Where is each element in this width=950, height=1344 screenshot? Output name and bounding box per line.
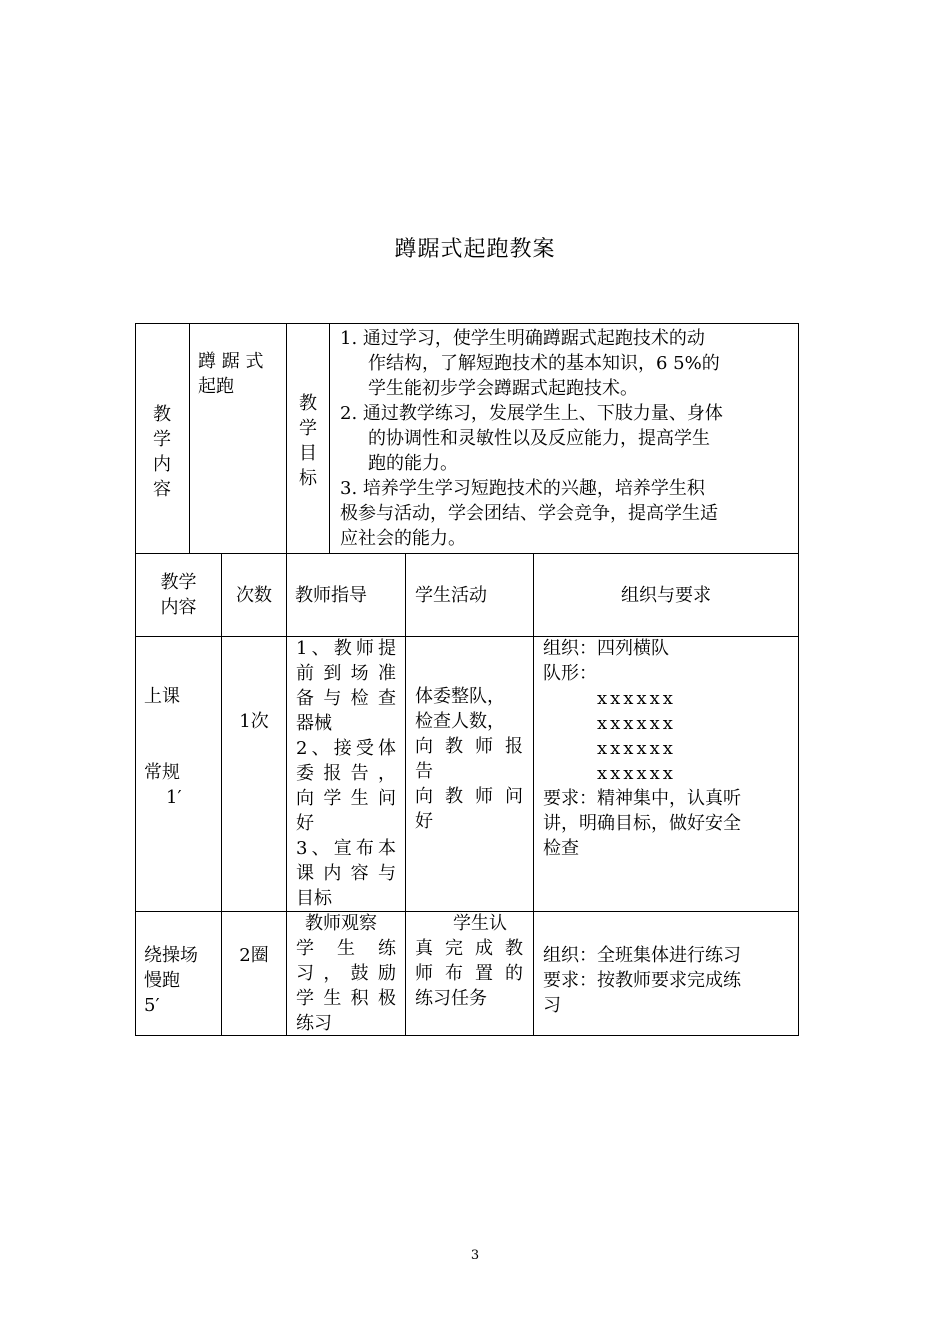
content-label: 教 学 内 容 [153, 404, 171, 500]
row1-student: 体委整队， 检查人数， 向 教 师 报 告 向 教 师 问 好 [415, 686, 523, 832]
goals-text: 1. 通过学习，使学生明确蹲踞式起跑技术的动 作结构，了解短跑技术的基本知识，6 5%的 学生能初步学会蹲踞式起跑技术。 2. 通过教学练习，发展学生上、下肢力量、身体 的协调性和灵敏性以及反应能力，提高学生 跑的能力。 3. 培养学生学习短跑技术的兴趣，培养学生积 极参与活动，学会团结、学会竞争，提高学生适 应社会的能力。 [340, 328, 723, 549]
row2-teacher: 教师观察 学 生 练 习，鼓励 学生积极 练习 [296, 913, 396, 1034]
row1-times: 1次 [239, 711, 269, 732]
formation-row: xxxxxx [597, 763, 676, 784]
header-content: 教学 内容 [160, 572, 197, 618]
row1-times-cell [221, 636, 287, 912]
header-times: 次数 [236, 585, 272, 606]
formation-row: xxxxxx [597, 713, 676, 734]
row1-content-line3: 1′ [166, 787, 182, 808]
content-value: 蹲 踞 式 起跑 [198, 351, 264, 397]
row1-content-line2: 常规 [144, 762, 180, 783]
formation-row: xxxxxx [597, 688, 676, 709]
page-title: 蹲踞式起跑教案 [394, 237, 556, 262]
page-number: 3 [470, 1248, 480, 1263]
row2-student: 学生认 真完成教 师布置的 练习任务 [415, 913, 523, 1009]
row1-content-line1: 上课 [144, 686, 180, 707]
row1-org: 组织：四列横队 队形： xxxxxx xxxxxx xxxxxx xxxxxx 要求：精神集中，认真听 讲，明确目标，做好安全 检查 [543, 636, 793, 861]
formation-row: xxxxxx [597, 738, 676, 759]
row2-times: 2圈 [239, 945, 269, 966]
header-student: 学生活动 [415, 585, 487, 606]
row2-content: 绕操场 慢跑 5′ [144, 945, 198, 1016]
goal-label: 教 学 目 标 [299, 393, 317, 489]
header-teacher: 教师指导 [295, 585, 367, 606]
row1-teacher: 1、教师提 前到场准 备与检查 器械 2、接受体 委报告， 向学生问 好 3、宣布本 课内容与 目标 [296, 638, 396, 909]
row2-org: 组织：全班集体进行练习 要求：按教师要求完成练 习 [543, 945, 741, 1016]
header-org: 组织与要求 [621, 585, 711, 606]
row2-times-cell [221, 911, 287, 1036]
